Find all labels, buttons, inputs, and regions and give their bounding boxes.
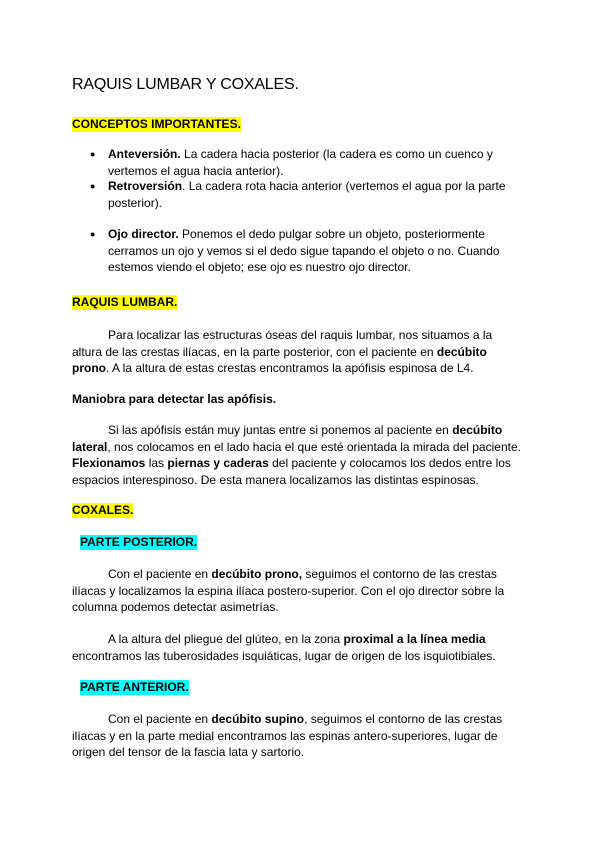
heading-coxales: COXALES. — [72, 503, 134, 517]
text-span: seguimos el contorno de las crestas ilíacas y localizamos la espina ilíaca postero-superior. Con el ojo director sobre la columna podemos detectar asimetrías. — [72, 567, 505, 614]
text-span: Con el paciente en — [108, 712, 212, 726]
heading-parte-posterior: PARTE POSTERIOR. — [80, 535, 198, 549]
paragraph-posterior-2 — [72, 631, 522, 664]
bold-span: decúbito lateral — [72, 423, 503, 454]
text-ojo-director: Ponemos el dedo pulgar sobre un objeto, posteriormente cerramos un ojo y vemos si el dedo sigue tapando el objeto o no. Cuando estemos viendo el objeto; ese ojo es nuestro ojo director. — [108, 227, 500, 274]
text-anteversion: La cadera hacia posterior (la cadera es como un cuenco y vertemos el agua hacia anterior). — [108, 147, 493, 178]
text-span: Para localizar las estructuras óseas del raquis lumbar, nos situamos a la altura de las crestas ilíacas, en la parte posterior, con el paciente en — [72, 328, 493, 359]
paragraph-raquis-1 — [72, 327, 522, 377]
paragraph-raquis-2 — [72, 422, 522, 488]
bold-span: Flexionamos — [72, 456, 146, 470]
text-span: las — [145, 456, 168, 470]
text-span: . A la altura de estas crestas encontramos la apófisis espinosa de L4. — [106, 361, 474, 375]
bullet-icon: ● — [90, 229, 96, 239]
bold-span: proximal a la línea media — [343, 632, 486, 646]
text-span: A la altura del pliegue del glúteo, en la zona — [108, 632, 344, 646]
term-retroversion: Retroversión — [108, 179, 183, 193]
bold-span: decúbito prono, — [211, 567, 303, 581]
bullet-icon: ● — [90, 181, 96, 191]
paragraph-posterior-1 — [72, 566, 522, 616]
text-span: , nos colocamos en el lado hacia el que esté orientada la mirada del paciente. — [107, 439, 521, 454]
term-anteversion: Anteversión. — [108, 147, 181, 161]
text-span: encontramos las tuberosidades isquiáticas, lugar de origen de los isquiotibiales. — [72, 648, 496, 663]
text-span: Con el paciente en — [108, 567, 212, 581]
text-retroversion: . La cadera rota hacia anterior (vertemos el agua por la parte posterior). — [108, 179, 506, 210]
term-ojo-director: Ojo director. — [108, 227, 179, 241]
document-title: RAQUIS LUMBAR Y COXALES. — [72, 76, 299, 93]
bullet-retroversion — [90, 178, 518, 211]
bullet-ojo-director — [90, 226, 518, 276]
heading-maniobra: Maniobra para detectar las apófisis. — [72, 392, 277, 406]
bullet-anteversion — [90, 146, 518, 179]
paragraph-anterior-1 — [72, 711, 522, 761]
heading-raquis-lumbar: RAQUIS LUMBAR. — [72, 295, 178, 309]
text-span: del paciente y colocamos los dedos entre los espacios interespinoso. De esta manera localizamos las distintas espinosas. — [72, 456, 511, 487]
text-span: Si las apófisis están muy juntas entre si ponemos al paciente en — [108, 423, 453, 437]
bold-span: decúbito supino — [211, 712, 305, 726]
heading-parte-anterior: PARTE ANTERIOR. — [80, 680, 189, 694]
heading-conceptos: CONCEPTOS IMPORTANTES. — [72, 117, 241, 131]
bullet-icon: ● — [90, 149, 96, 159]
bold-span: piernas y caderas — [167, 456, 269, 470]
bold-span: decúbito prono — [72, 344, 487, 375]
text-span: , seguimos el contorno de las crestas ilíacas y en la parte medial encontramos las espinas antero-superiores, lugar de origen del tensor de la fascia lata y sartorio. — [72, 712, 503, 759]
